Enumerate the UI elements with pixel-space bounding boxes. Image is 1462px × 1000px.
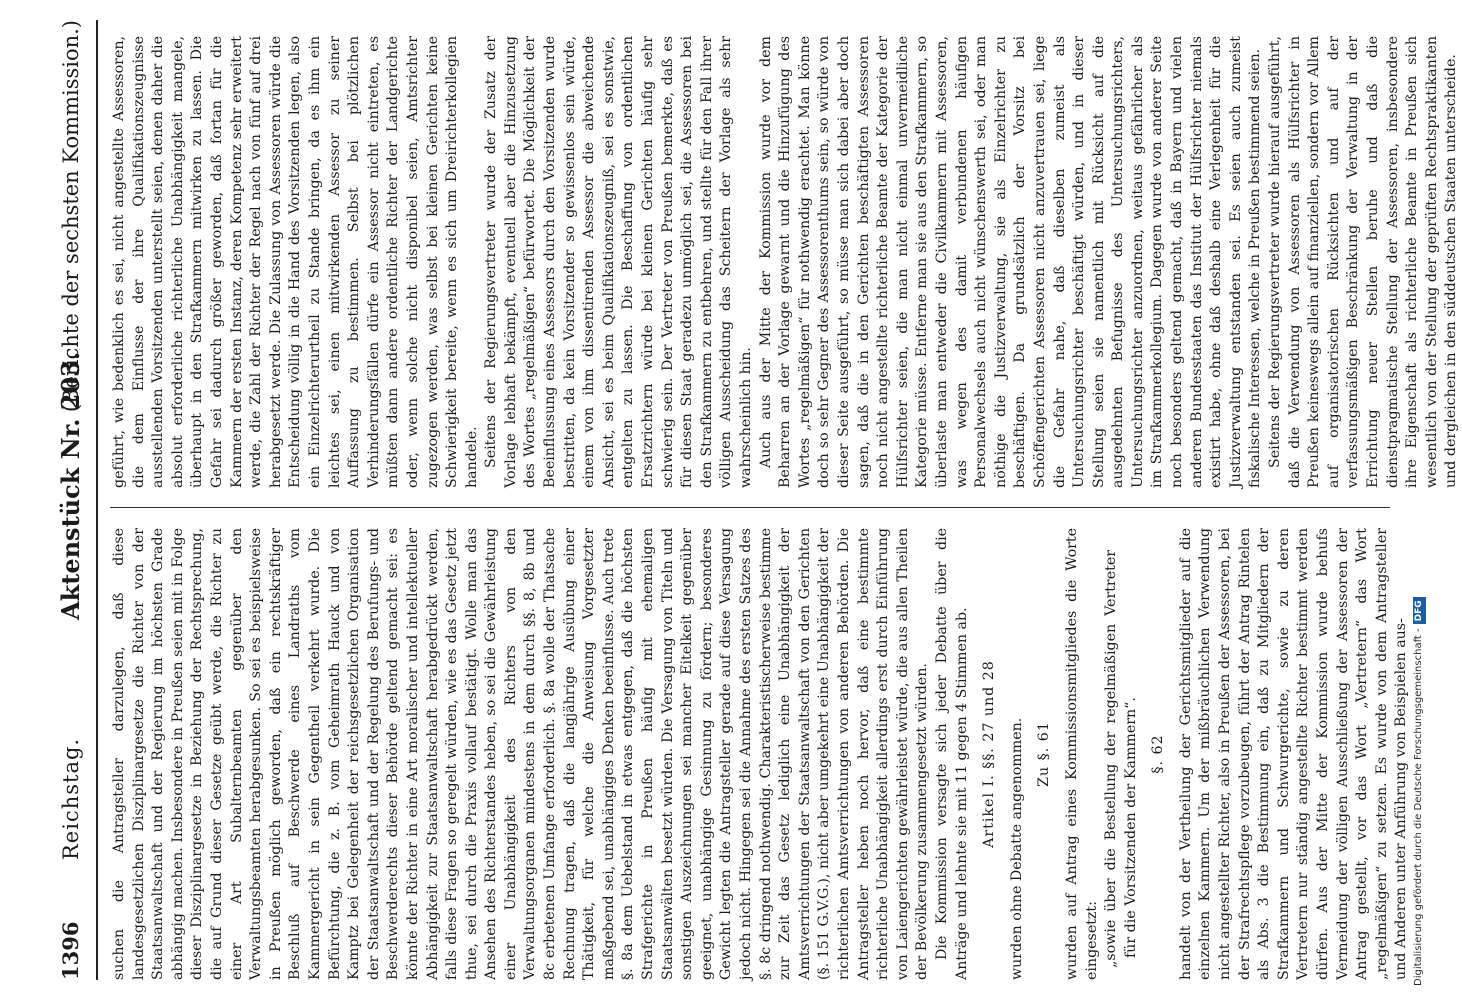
paragraph: Die Kommission versagte sich jeder Debatte über die Anträge und lehnte sie mit 11 gegen 4 Stimmen ab.: [933, 528, 970, 980]
credit-text: Digitalisierung gefördert durch die Deutsche Forschungsgemeinschaft -: [1413, 628, 1424, 986]
quoted-amendment: „sowie über die Bestellung der regelmäßigen Vertreter für die Vorsitzenden der Kammern“.: [1103, 550, 1139, 968]
right-column: [110, 36, 1460, 488]
article-heading: Artikel I. §§. 27 und 28: [981, 660, 998, 848]
credit-line: [1410, 6, 1428, 986]
header-rule: [96, 20, 98, 980]
running-header: [48, 20, 94, 980]
digitization-credit: [1408, 6, 1428, 996]
paragraph: wurden auf Antrag eines Kommissionsmitgliedes die Worte eingesetzt:: [1063, 528, 1100, 980]
paragraph: geführt, wie bedenklich es sei, nicht angestellte Assessoren, die dem Einflusse der ihre Qualifikationszeugnisse ausstellenden Vorsitzenden unterstellt seien, denen daher die absolut erforderliche richterliche Unabhängigkeit mangele, überhaupt in den Strafkammern mitwirken zu lassen. Die Gefahr sei dadurch größer geworden, daß fortan für die Kammern der ersten Instanz, deren Kompetenz sehr erweitert werde, die Zahl der Richter der Regel nach von fünf auf drei herabgesetzt werde. Die Zulassung von Assessoren würde die Entscheidung völlig in die Hand des Vorsitzenden legen, also ein Einzelrichterurtheil zu Stande bringen, da es ihm ein leichtes sei, einen mitwirkenden Assessor zu seiner Auffassung zu bestimmen. Selbst bei plötzlichen Verhinderungsfällen dürfe ein Assessor nicht eintreten, es müßten dann andere ordentliche Richter der Landgerichte oder, wenn solche nicht disponibel seien, Amtsrichter zugezogen werden, was selbst bei kleinen Gerichten keine Schwierigkeit bereite, wenn es sich um Dreirichterkollegien handele.: [111, 36, 480, 488]
paragraph: handelt von der Vertheilung der Gerichtsmitglieder auf die einzelnen Kammern. Um der mißbräuchlichen Verwendung nicht angestellter Richter, also in Preußen der Assessoren, bei der Strafrechtspflege vorzubeugen, führt der Antrag Rintelen als Abs. 3 die Bestimmung ein, daß zu Mitgliedern der Strafkammern und Schwurgerichte, sowie zu deren Vertretern nur ständig angestellte Richter bestimmt werden dürfen. Aus der Mitte der Kommission wurde behufs Vermeidung der völligen Ausschließung der Assessoren der Antrag gestellt, vor das Wort „Vertretern“ das Wort „regelmäßigen“ zu setzen. Es wurde von dem Antragsteller und Anderen unter Anführung von Beispielen aus-: [1177, 528, 1410, 980]
paragraph: Auch aus der Mitte der Kommission wurde vor dem Beharren an der Vorlage gewarnt und die Hinzufügung des Wortes „regelmäßigen“ für nothwendig erachtet. Man könne doch so sehr Gegner des Assessorenthums sein, so würde von dieser Seite ausgeführt, so müsse man sich dabei aber doch sagen, daß die in den Gerichten beschäftigten Assessoren noch nicht angestellte richterliche Beamte der Kategorie der Hülfsrichter seien, die man nicht einmal unvermeidliche Kategorie müsse. Entferne man sie aus den Strafkammern, so überlaste man entweder die Civilkammern mit Assessoren, was wegen des damit verbundenen häufigen Personalwechsels auch nicht wünschenswerth sei, oder man nöthige die Justizverwaltung, sie als Einzelrichter zu beschäftigen. Da grundsätzlich der Vorsitz bei Schöffengerichten Assessoren nicht anzuvertrauen sei, liege die Gefahr nahe, daß dieselben zumeist als Untersuchungsrichter beschäftigt würden, und in dieser Stellung seien sie namentlich mit Rücksicht auf die ausgedehnten Befugnisse des Untersuchungsrichters, Untersuchungsrichter anzuordnen, weitaus gefährlicher als im Strafkammerkollegium. Dagegen wurde von anderer Seite noch besonders geltend gemacht, daß in Bayern und vielen anderen Bundesstaaten das Institut der Hülfsrichter niemals existirt habe, ohne daß deshalb eine Verlegenheit für die Justizverwaltung entstanden sei. Es seien auch zumeist fiskalische Interessen, welche in Preußen bestimmend seien.: [757, 36, 1264, 488]
paragraph: Seitens der Regierungsvertreter wurde hierauf ausgeführt, daß die Verwendung von Assessoren als Hülfsrichter in Preußen keineswegs allein auf finanziellen, sondern vor Allem auf organisatorischen Rücksichten und auf der verfassungsmäßigen Beschränkung der Verwaltung in der Errichtung neuer Stellen beruhe und daß die dienstpragmatische Stellung der Assessoren, insbesondere ihre Eigenschaft als richterliche Beamte in Preußen sich wesentlich von der Stellung der geprüften Rechtspraktikanten und dergleichen in den süddeutschen Staaten unterscheide.: [1267, 36, 1460, 488]
paragraph: wurden ohne Debatte angenommen.: [1008, 717, 1025, 980]
section-heading-61: Zu §. 61: [1036, 721, 1053, 787]
column-separator: [110, 507, 1390, 508]
paragraph: suchen die Antragsteller darzulegen, daß diese landesgesetzlichen Disziplinargesetze die Richter von der Staatsanwaltschaft und der Regierung im höchsten Grade abhängig machen. Insbesondere in Preußen seien mit in Folge dieser Disziplinargesetze in Beziehung der Rechtsprechung, die auf Grund dieser Gesetze geübt werde, die Richter zu einer Art Subalternbeamten gegenüber den Verwaltungsbeamten herabgesunken. So sei es beispielsweise in Preußen möglich geworden, daß ein rechtskräftiger Beschluß auf Beschwerde eines Landraths vom Kammergericht in sein Gegentheil verkehrt wurde. Die Befürchtung, die z. B. vom Geheimrath Hauck und von Kamptz bei Gelegenheit der reichsgesetzlichen Organisation der Staatsanwaltschaft und der Regelung des Berufungs- und Beschwerderechts dieser Behörde geltend gemacht sei: es könnte der Richter in eine Art moralischer und intellektueller Abhängigkeit zur Staatsanwaltschaft herabgedrückt werden, falls diese Fragen so geregelt würden, wie es das Gesetz jetzt thue, sei durch die Praxis vollauf bestätigt. Wolle man das Ansehen des Richterstandes heben, so sei die Gewährleistung einer Unabhängigkeit des Richters von den Verwaltungsorganen mindestens in dem durch §§. 8, 8b und 8c erbetenen Umfange erforderlich. §. 8a wolle der Thatsache Rechnung tragen, daß die langjährige Ausübung einer Thätigkeit, für welche die Anweisung Vorgesetzter maßgebend sei, unabhängiges Denken beeinflusse. Auch trete §. 8a dem Uebelstand in etwas entgegen, daß die höchsten Strafgerichte in Preußen häufig mit ehemaligen Staatsanwälten besetzt würden. Die Versagung von Titeln und sonstigen Auszeichnungen sei mancher Eitelkeit gegenüber geeignet, unabhängige Gesinnung zu fördern; besonderes Gewicht legten die Antragsteller gerade auf diese Versagung jedoch nicht. Hingegen sei die Annahme des ersten Satzes des §. 8c dringend nothwendig. Charakteristischerweise bestimme zur Zeit das Gesetz lediglich eine Unabhängigkeit der Amtsverrichtungen der Staatsanwaltschaft von den Gerichten (§. 151 G.V.G.), nicht aber umgekehrt eine Unabhängigkeit der richterlichen Amtsverrichtungen von anderen Behörden. Die Antragsteller heben noch hervor, daß eine bestimmte richterliche Unabhängigkeit allerdings erst durch Einführung von Laiengerichten gewährleistet würde, die aus allen Theilen der Bevölkerung zusammengesetzt würden.: [111, 528, 931, 980]
document-number: Aktenstück Nr. 203.: [56, 351, 85, 620]
running-title: Reichstag.: [59, 737, 83, 860]
paragraph: Seitens der Regierungsvertreter wurde der Zusatz der Vorlage lebhaft bekämpft, eventuell aber die Hinzusetzung des Wortes „regelmäßigen“ befürwortet. Die Möglichkeit der Beeinflussung eines Assessors durch den Vorsitzenden wurde bestritten, da kein Vorsitzender so gewissenlos sein würde, einem von ihm dissentirenden Assessor die abweichende Ansicht, sei es beim Qualifikationszeugniß, sei es sonstwie, entgelten zu lassen. Die Beschaffung von ordentlichen Ersatzrichtern würde bei kleinen Gerichten häufig sehr schwierig sein. Der Vertreter von Preußen bemerkte, daß es für diesen Staat geradezu unmöglich sei, die Assessoren bei den Strafkammern zu entbehren, und stellte für den Fall ihrer völligen Ausscheidung das Scheitern der Vorlage als sehr wahrscheinlich hin.: [483, 36, 754, 488]
left-column: [110, 528, 1410, 980]
section-heading-62: §. 62: [1150, 734, 1167, 774]
dfg-logo: DFG: [1413, 597, 1426, 624]
section-title: (Berichte der sechsten Kommission.): [59, 20, 83, 413]
page-number: 1396: [58, 921, 83, 980]
